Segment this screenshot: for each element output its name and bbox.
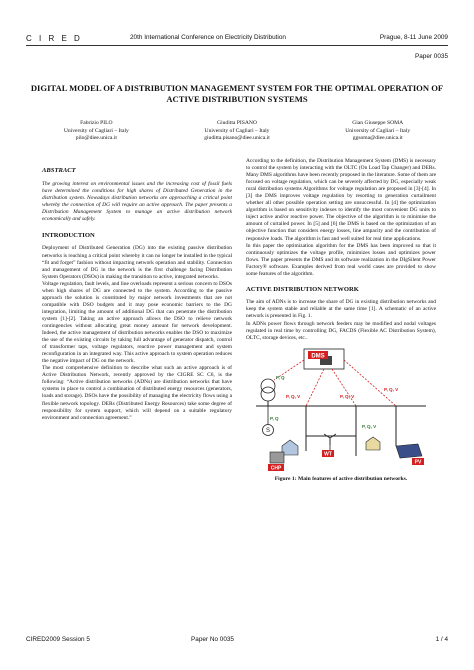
house-load-icon bbox=[366, 437, 380, 450]
dms-paragraph: According to the definition, the Distribution Management System (DMS) is necessary to control the system by interacting with the OLTC (On Load Tap Changer) and DERs. Many DMS algorithms have been recently proposed in the literature. Some of them are focused on voltage regulation, which can be severely affected by DG, especially weak rural distribution systems Algorithms for voltage regulation are proposed in [3]-[4]. In [3] the DMS improves voltage regulation by resorting to generation curtailment whether all other possible operation setting are unsuccessful. In [4] the optimization algorithm is based on sensitivity indexes to identify the most convenient DG units to inject active and/or reactive power. The objective of the algorithm is to minimise the amount of curtailed power. In [5] and [6] the DMS is based on the optimization of an objective function that considers energy losses, line ampacity and the contribution of responsive loads. The algorithm is fast and well suited for real time applications. bbox=[246, 158, 436, 242]
conference-place-date: Prague, 8-11 June 2009 bbox=[379, 34, 448, 41]
paper-title: DIGITAL MODEL OF A DISTRIBUTION MANAGEMENT SYSTEM FOR THE OPTIMAL OPERATION OF ACTIVE DISTRIBUTION SYSTEMS bbox=[30, 83, 444, 104]
substation-transformer-icon bbox=[261, 379, 275, 393]
solar-panel-icon bbox=[396, 444, 422, 458]
author-2 bbox=[167, 120, 308, 143]
substation-transformer-icon bbox=[261, 387, 275, 401]
header-rule bbox=[26, 45, 448, 46]
house-load-icon bbox=[282, 440, 298, 455]
author-name: Giuditta PISANO bbox=[217, 120, 257, 126]
conference-name: 20th International Conference on Electricity Distribution bbox=[130, 34, 286, 41]
introduction-heading: INTRODUCTION bbox=[42, 231, 95, 239]
adn-paragraph: The aim of ADNs is to increase the share of DG in existing distribution networks and keep the system stable and reliable at the same time [1]. A schematic of an active network is presented in Fig. 1. bbox=[246, 299, 436, 320]
pq-label: P, Q, V bbox=[362, 423, 377, 429]
figure-1 bbox=[246, 346, 436, 474]
pv-label: PV bbox=[414, 459, 422, 466]
page-header bbox=[0, 0, 474, 62]
pq-label: P, Q bbox=[276, 374, 285, 380]
author-email: pilo@diee.unica.it bbox=[75, 135, 117, 142]
author-email: giuditta.pisano@diee.unica.it bbox=[204, 135, 270, 142]
author-block bbox=[26, 120, 448, 143]
intro-paragraph: Deployment of Distributed Generation (DG) into the existing passive distribution networks is reaching a critical point whereby it can no longer be installed in the typical “fit and forget” fashion without impacting network operation and stability. Connection and management of DG in the network is the first challenge facing Distribution System Operators (DSOs) in making the transition to active, integrated networks. bbox=[42, 245, 232, 280]
author-email: ggsoma@diee.unica.it bbox=[352, 135, 403, 142]
wt-label: WT bbox=[324, 451, 332, 458]
dms-label: DMS bbox=[311, 352, 325, 359]
figure-caption: Figure 1: Main features of active distribution networks. bbox=[274, 475, 408, 482]
paper-id: Paper 0035 bbox=[414, 53, 448, 60]
active-network-diagram bbox=[246, 346, 436, 474]
author-1 bbox=[26, 120, 167, 143]
pq-label: P, Q, V bbox=[384, 386, 399, 392]
pq-label: P, Q, V bbox=[340, 393, 355, 399]
author-affiliation: University of Cagliari – Italy bbox=[63, 127, 129, 134]
chp-label: CHP bbox=[270, 465, 282, 472]
author-name: Gian Giuseppe SOMA bbox=[352, 120, 404, 126]
footer-session: CIRED2009 Session 5 bbox=[26, 636, 90, 643]
intro-paragraph: Voltage regulation, fault levels, and line overloads represent a serious concern to DSOs when high shares of DG are connected to the system. According to the passive approach the solution is constituted by major network investments that are not compatible with DSO budgets and it may pose economic barriers to the DG integration, limiting the amount of additional DG that can penetrate the distribution system [1]-[2]. Taking an active approach allows the DSO to relieve network contingencies without allocating great money amount for network development. Indeed, the active management of distribution networks enables the DSO to maximize the use of the existing circuits by taking full advantage of generator dispatch, control of transformer taps, voltage regulators, reactive power management and system reconfiguration in an integrated way. This active approach to system operation reduces the negative impact of DG on the network. bbox=[42, 280, 232, 365]
footer-page-number: 1 / 4 bbox=[435, 636, 448, 643]
abstract-text: The growing interest on environmental issues and the increasing cost of fossil fuels have determined the conditions for high shares of Distributed Generation in the distribution system. Nowadays distribution networks are approaching a critical point whereby the connection of DG will require an active approach. The paper presents a Distribution Management System to manage an active distribution network economically and safely. bbox=[42, 180, 232, 222]
author-affiliation: University of Cagliari – Italy bbox=[345, 127, 411, 134]
right-column bbox=[246, 158, 436, 482]
pq-label: P, Q, V bbox=[286, 393, 301, 399]
pq-label: P, Q bbox=[270, 415, 279, 421]
communication-link bbox=[306, 369, 324, 406]
author-name: Fabrizio PILO bbox=[80, 120, 113, 126]
footer-paper-number: Paper No 0035 bbox=[191, 636, 234, 643]
chp-plant-icon bbox=[270, 452, 284, 463]
adn-heading: ACTIVE DISTRIBUTION NETWORK bbox=[246, 285, 359, 293]
adn-paragraph: In ADNs power flows through network feeders may be modified and nodal voltages regulated in real time by controlling DG, FACDS (Flexible AC Distribution System), OLTC, storage devices, etc.. bbox=[246, 320, 436, 341]
author-affiliation: University of Cagliari – Italy bbox=[204, 127, 270, 134]
paper-scope-paragraph: In this paper the optimization algorithm for the DMS has been improved so that it continuously optimizes the voltage profile, minimizes losses and optimizes power flows. The paper presents the DMS and its software realization in the DIgSilent Power Factory® software. Examples derived from real world cases are provided to show some features of the algorithm. bbox=[246, 242, 436, 277]
storage-label: S bbox=[265, 427, 271, 434]
communication-link bbox=[332, 369, 356, 406]
left-column bbox=[42, 158, 232, 422]
abstract-heading: ABSTRACT bbox=[42, 167, 76, 174]
cired-brand: C I R E D bbox=[26, 34, 83, 43]
intro-paragraph: The most comprehensive definition to describe what such an active approach is of Active Distribution Network, recently approved by the CIGRE SC C6, is the following: “Active distribution networks (ADNs) are distribution networks that have systems in place to control a combination of distributed energy resources (generators, loads and storage). DSOs have the possibility of managing the electricity flows using a flexible network topology. DERs (Distributed Energy Resources) take some degree of responsibility for system support, which will depend on a suitable regulatory environment and connection agreement.” bbox=[42, 365, 232, 421]
author-3 bbox=[307, 120, 448, 143]
